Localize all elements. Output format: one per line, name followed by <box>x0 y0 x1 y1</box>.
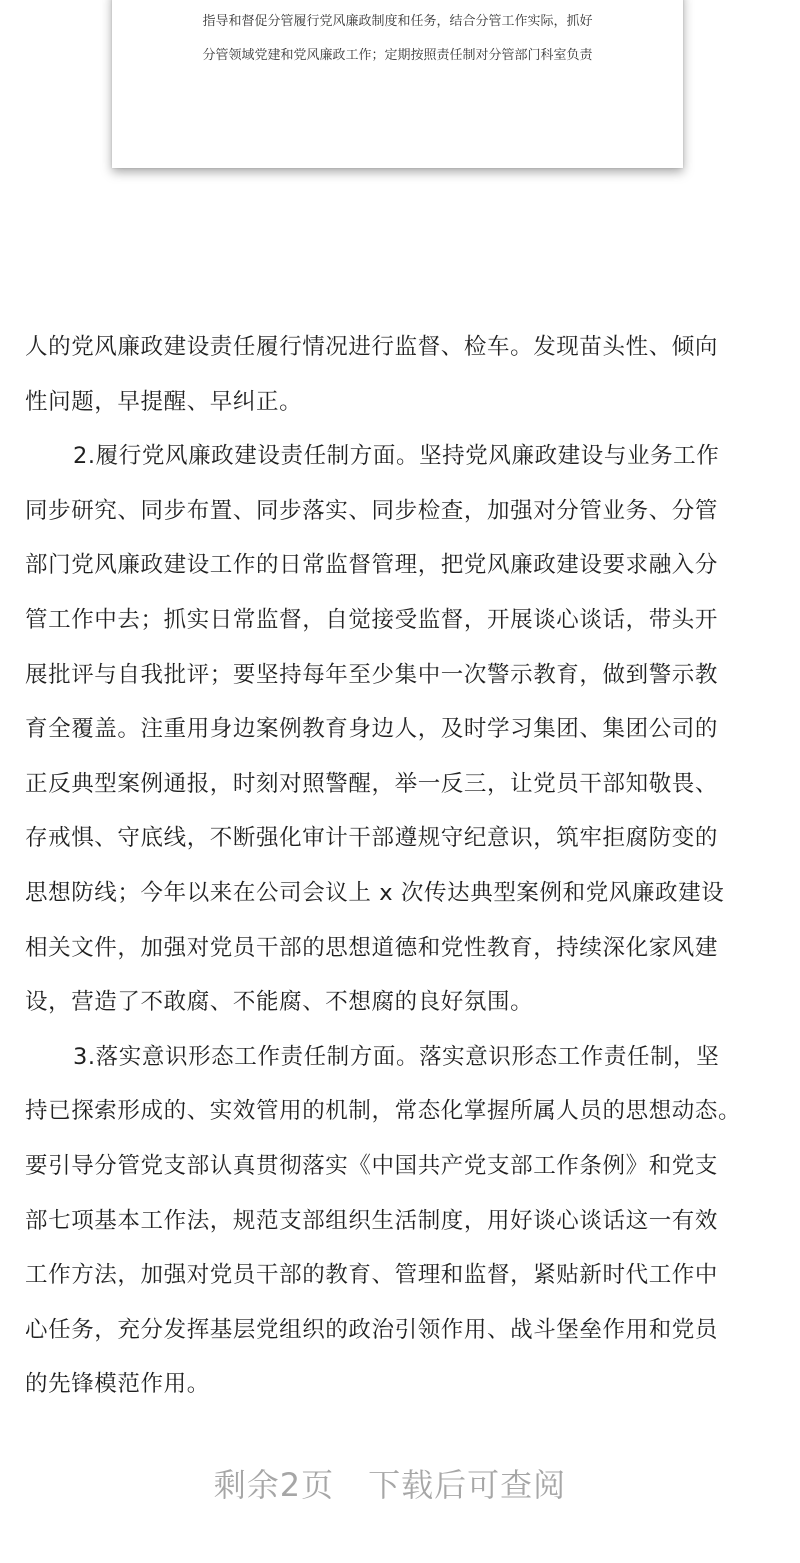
body-line: 育全覆盖。注重用身边案例教育身边人，及时学习集团、集团公司的 <box>25 716 719 743</box>
body-line: 3.落实意识形态工作责任制方面。落实意识形态工作责任制，坚 <box>73 1043 720 1070</box>
preview-line-1: 指导和督促分管履行党风廉政制度和任务，结合分管工作实际，抓好 <box>202 14 593 29</box>
document-body <box>25 320 785 1412</box>
body-line: 2.履行党风廉政建设责任制方面。坚持党风廉政建设与业务工作 <box>73 443 720 470</box>
body-line: 存戒惧、守底线，不断强化审计干部遵规守纪意识，筑牢拒腐防变的 <box>25 825 719 852</box>
body-line: 人的党风廉政建设责任履行情况进行监督、检车。发现苗头性、倾向 <box>25 334 719 360</box>
body-line: 部门党风廉政建设工作的日常监督管理，把党风廉政建设要求融入分 <box>25 552 719 579</box>
body-line: 同步研究、同步布置、同步落实、同步检查，加强对分管业务、分管 <box>25 497 719 524</box>
body-line: 工作方法，加强对党员干部的教育、管理和监督，紧贴新时代工作中 <box>25 1262 719 1289</box>
preview-card <box>112 0 683 168</box>
body-line: 设，营造了不敢腐、不能腐、不想腐的良好氛围。 <box>25 989 534 1016</box>
body-line: 管工作中去；抓实日常监督，自觉接受监督，开展谈心谈话，带头开 <box>25 606 719 633</box>
body-line: 性问题，早提醒、早纠正。 <box>25 388 303 415</box>
body-line: 正反典型案例通报，时刻对照警醒，举一反三，让党员干部知敬畏、 <box>25 770 719 797</box>
body-line: 相关文件，加强对党员干部的思想道德和党性教育，持续深化家风建 <box>25 934 719 961</box>
download-to-view-label: 下载后可查阅 <box>368 1466 567 1504</box>
body-line: 要引导分管党支部认真贯彻落实《中国共产党支部工作条例》和党支 <box>25 1152 719 1179</box>
body-line: 心任务，充分发挥基层党组织的政治引领作用、战斗堡垒作用和党员 <box>25 1316 719 1343</box>
body-line: 持已探索形成的、实效管用的机制，常态化掌握所属人员的思想动态。 <box>25 1098 742 1125</box>
body-line: 思想防线；今年以来在公司会议上 x 次传达典型案例和党风廉政建设 <box>25 879 725 906</box>
preview-line-2: 分管领域党建和党风廉政工作；定期按照责任制对分管部门科室负责 <box>202 48 593 63</box>
body-line: 展批评与自我批评；要坚持每年至少集中一次警示教育，做到警示教 <box>25 661 719 688</box>
download-prompt[interactable] <box>0 1460 780 1506</box>
body-line: 的先锋模范作用。 <box>25 1371 210 1398</box>
body-line: 部七项基本工作法，规范支部组织生活制度，用好谈心谈话这一有效 <box>25 1207 719 1234</box>
remaining-pages-label: 剩余2页 <box>213 1466 335 1504</box>
